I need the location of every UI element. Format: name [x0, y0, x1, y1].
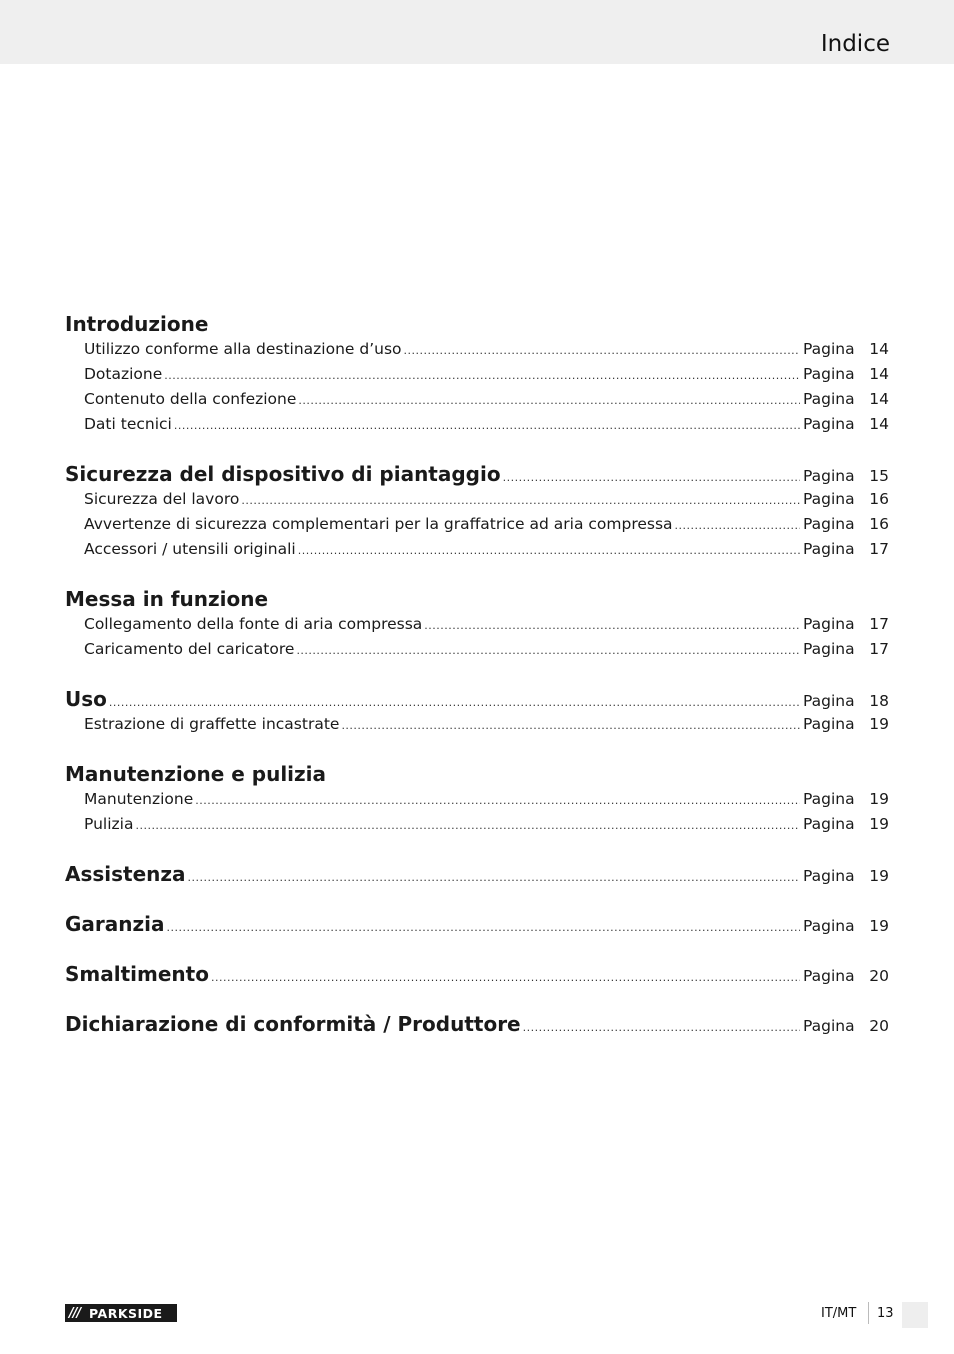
logo-slashes: /// — [69, 1305, 81, 1321]
toc-page-word: Pagina — [803, 467, 855, 485]
toc-page-number: 17 — [869, 615, 889, 633]
toc-page-number: 14 — [869, 365, 889, 383]
footer-divider — [868, 1302, 869, 1324]
toc-page-number: 19 — [869, 815, 889, 833]
toc-section-title: Uso — [65, 687, 107, 711]
toc-leader-dots — [164, 363, 800, 387]
toc-leader-dots — [195, 788, 800, 812]
toc-entry-label: Accessori / utensili originali — [84, 540, 296, 558]
toc-leader-dots — [503, 465, 800, 487]
toc-page-word: Pagina — [803, 390, 855, 408]
toc-page-word: Pagina — [803, 490, 855, 508]
toc-page-word: Pagina — [803, 815, 855, 833]
toc-section-heading[interactable] — [65, 912, 889, 937]
toc-entry[interactable] — [65, 387, 889, 412]
toc-page-word: Pagina — [803, 790, 855, 808]
toc-section-title: Manutenzione e pulizia — [65, 762, 327, 786]
toc-entry[interactable] — [65, 612, 889, 637]
toc-section-title: Assistenza — [65, 862, 186, 886]
toc-section-heading[interactable] — [65, 687, 889, 712]
toc-page-number: 18 — [869, 692, 889, 710]
toc-section-title: Dichiarazione di conformità / Produttore — [65, 1012, 521, 1036]
toc-entry[interactable] — [65, 787, 889, 812]
toc-entry-label: Utilizzo conforme alla destinazione d’uso — [84, 340, 402, 358]
toc-page-word: Pagina — [803, 917, 855, 935]
toc-page-word: Pagina — [803, 867, 855, 885]
toc-entry[interactable] — [65, 362, 889, 387]
toc-leader-dots — [675, 513, 800, 537]
toc-page-word: Pagina — [803, 715, 855, 733]
toc-leader-dots — [174, 413, 800, 437]
toc-entry-label: Sicurezza del lavoro — [84, 490, 240, 508]
toc-section-heading[interactable] — [65, 1012, 889, 1037]
language-code: IT/MT — [821, 1306, 857, 1321]
toc-leader-dots — [109, 690, 800, 712]
toc-section — [65, 1012, 889, 1037]
toc-page-number: 19 — [869, 790, 889, 808]
toc-section-heading[interactable] — [65, 587, 889, 612]
toc-page-number: 17 — [869, 640, 889, 658]
toc-page-word: Pagina — [803, 1017, 855, 1035]
header-bar — [0, 0, 954, 64]
toc-leader-dots — [298, 388, 800, 412]
toc-entry[interactable] — [65, 537, 889, 562]
toc-section — [65, 912, 889, 937]
toc-leader-dots — [188, 865, 800, 887]
toc-entry-label: Contenuto della confezione — [84, 390, 297, 408]
toc-entry[interactable] — [65, 512, 889, 537]
toc-section-heading[interactable] — [65, 462, 889, 487]
toc-entry-label: Caricamento del caricatore — [84, 640, 295, 658]
toc-section — [65, 762, 889, 837]
toc-section-title: Garanzia — [65, 912, 165, 936]
toc-entry[interactable] — [65, 487, 889, 512]
toc-section-heading[interactable] — [65, 312, 889, 337]
toc-section — [65, 962, 889, 987]
toc-leader-dots — [298, 538, 800, 562]
toc-page-number: 16 — [869, 490, 889, 508]
toc-entry-label: Pulizia — [84, 815, 134, 833]
toc-entry-label: Avvertenze di sicurezza complementari per la graffatrice ad aria compressa — [84, 515, 673, 533]
toc-section — [65, 462, 889, 562]
toc-section-heading[interactable] — [65, 862, 889, 887]
toc-entry-label: Manutenzione — [84, 790, 194, 808]
toc-entry[interactable] — [65, 412, 889, 437]
toc-page-number: 19 — [869, 867, 889, 885]
toc-page-number: 19 — [869, 917, 889, 935]
toc-section-title: Smaltimento — [65, 962, 209, 986]
toc-page-number: 17 — [869, 540, 889, 558]
toc-entry[interactable] — [65, 812, 889, 837]
toc-section-heading[interactable] — [65, 762, 889, 787]
toc-section — [65, 312, 889, 437]
toc-page-number: 14 — [869, 415, 889, 433]
toc-section-heading[interactable] — [65, 962, 889, 987]
toc-section — [65, 687, 889, 737]
toc-page-number: 20 — [869, 1017, 889, 1035]
toc-page-word: Pagina — [803, 515, 855, 533]
toc-page-number: 14 — [869, 390, 889, 408]
toc-leader-dots — [241, 488, 800, 512]
toc-page-word: Pagina — [803, 365, 855, 383]
toc-entry-label: Dotazione — [84, 365, 163, 383]
toc-page-number: 16 — [869, 515, 889, 533]
toc-section-title: Sicurezza del dispositivo di piantaggio — [65, 462, 501, 486]
toc-page-word: Pagina — [803, 415, 855, 433]
toc-leader-dots — [424, 613, 800, 637]
toc-entry[interactable] — [65, 712, 889, 737]
toc-section-title: Introduzione — [65, 312, 209, 336]
toc-entry[interactable] — [65, 637, 889, 662]
toc-section-title: Messa in funzione — [65, 587, 269, 611]
toc-section — [65, 587, 889, 662]
page-tab-marker — [902, 1302, 928, 1328]
page-number: 13 — [877, 1306, 894, 1321]
table-of-contents — [65, 312, 889, 1062]
toc-page-word: Pagina — [803, 340, 855, 358]
toc-entry-label: Collegamento della fonte di aria compressa — [84, 615, 423, 633]
toc-page-number: 19 — [869, 715, 889, 733]
toc-page-number: 15 — [869, 467, 889, 485]
toc-page-number: 14 — [869, 340, 889, 358]
toc-leader-dots — [296, 638, 800, 662]
toc-leader-dots — [135, 813, 800, 837]
toc-entry[interactable] — [65, 337, 889, 362]
toc-page-number: 20 — [869, 967, 889, 985]
toc-page-word: Pagina — [803, 640, 855, 658]
toc-page-word: Pagina — [803, 967, 855, 985]
toc-page-word: Pagina — [803, 615, 855, 633]
toc-leader-dots — [341, 713, 800, 737]
toc-page-word: Pagina — [803, 692, 855, 710]
toc-entry-label: Estrazione di graffette incastrate — [84, 715, 340, 733]
toc-leader-dots — [211, 965, 800, 987]
toc-section — [65, 862, 889, 887]
logo-brand: PARKSIDE — [89, 1305, 163, 1321]
page-title: Indice — [820, 31, 890, 57]
toc-leader-dots — [523, 1015, 800, 1037]
toc-page-word: Pagina — [803, 540, 855, 558]
parkside-logo — [65, 1304, 177, 1322]
toc-leader-dots — [404, 338, 800, 362]
toc-entry-label: Dati tecnici — [84, 415, 172, 433]
toc-leader-dots — [167, 915, 800, 937]
